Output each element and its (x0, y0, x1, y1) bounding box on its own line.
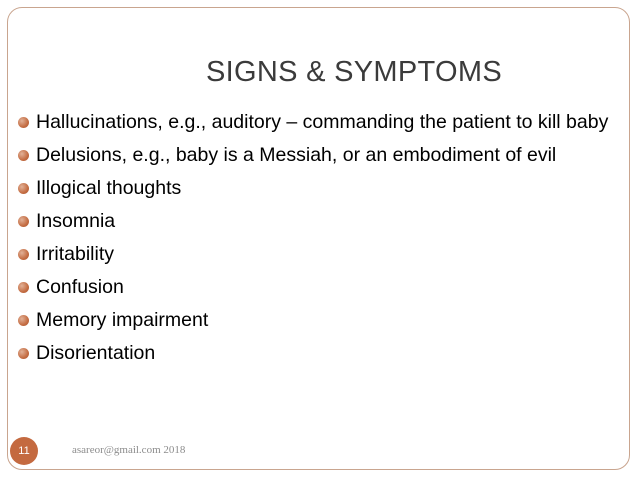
bullet-item (17, 208, 617, 235)
bullet-dot-icon (18, 282, 29, 293)
bullet-item (17, 340, 617, 367)
bullet-dot-icon (18, 183, 29, 194)
bullet-text: Memory impairment (36, 309, 209, 331)
slide-title: SIGNS & SYMPTOMS (206, 56, 502, 88)
bullet-list (17, 109, 617, 373)
bullet-dot-icon (18, 150, 29, 161)
bullet-text: Delusions, e.g., baby is a Messiah, or an embodiment of evil (36, 144, 557, 166)
bullet-dot-icon (18, 216, 29, 227)
bullet-item (17, 175, 617, 202)
bullet-item (17, 274, 617, 301)
bullet-dot-icon (18, 249, 29, 260)
bullet-text: Confusion (36, 276, 124, 298)
bullet-item (17, 241, 617, 268)
bullet-text: Hallucinations, e.g., auditory – commanding the patient to kill baby (36, 111, 609, 133)
footer-email: asareor@gmail.com 2018 (72, 444, 186, 456)
page-number-badge: 11 (10, 437, 38, 465)
bullet-item (17, 142, 617, 169)
bullet-dot-icon (18, 348, 29, 359)
bullet-text: Disorientation (36, 342, 156, 364)
bullet-text: Irritability (36, 243, 115, 265)
bullet-dot-icon (18, 315, 29, 326)
bullet-dot-icon (18, 117, 29, 128)
bullet-item (17, 109, 617, 136)
bullet-item (17, 307, 617, 334)
bullet-text: Illogical thoughts (36, 177, 182, 199)
bullet-text: Insomnia (36, 210, 116, 232)
